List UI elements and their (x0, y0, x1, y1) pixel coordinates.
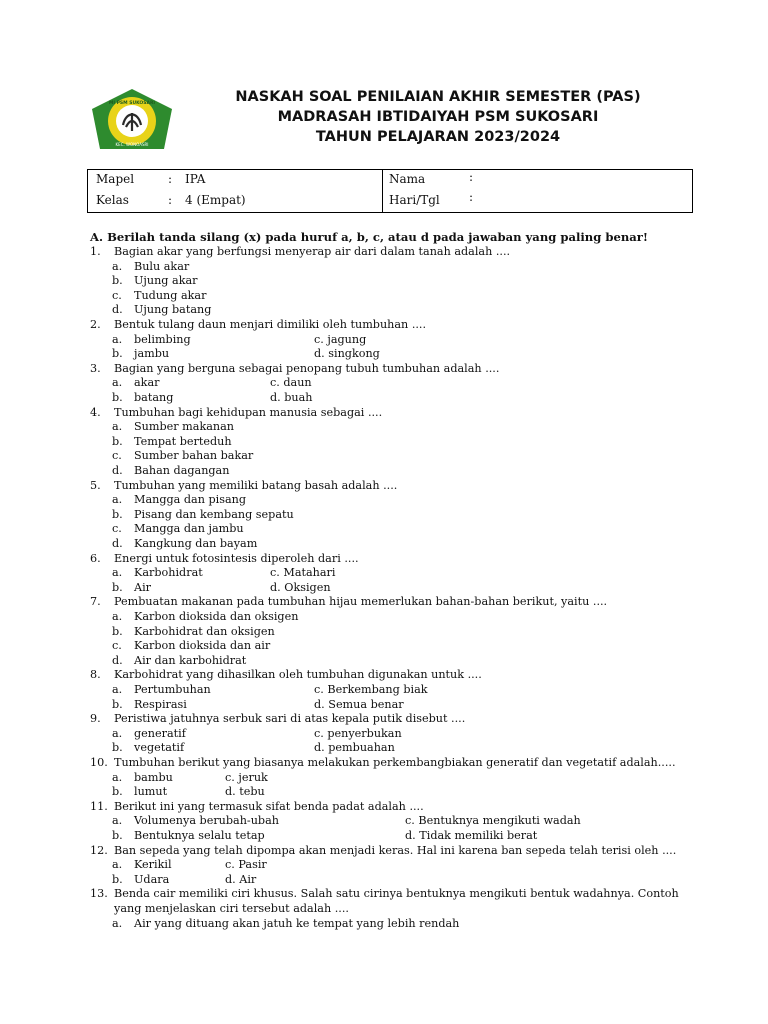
option-text: Karbohidrat (134, 566, 203, 580)
question-number: 6. (90, 551, 101, 565)
question-text: Benda cair memiliki ciri khusus. Salah satu cirinya bentuknya mengikuti bentuk wadahnya. Contoh (114, 887, 679, 901)
svg-text:KEC. WONOASRI: KEC. WONOASRI (115, 142, 149, 147)
question-text: Karbohidrat yang dihasilkan oleh tumbuhan digunakan untuk .... (114, 668, 482, 682)
question-text: Energi untuk fotosintesis diperoleh dari .... (114, 551, 359, 565)
kelas-colon: : (168, 193, 173, 207)
option-text: generatif (134, 726, 186, 740)
option-text: bambu (134, 770, 173, 784)
option-right: d. tebu (225, 785, 265, 799)
option-letter: c. (112, 288, 122, 302)
nama-label: Nama (389, 172, 426, 186)
question-number: 10. (90, 756, 108, 769)
option-text: Kerikil (134, 858, 172, 872)
option-right: d. buah (270, 391, 313, 404)
option-right: d. Air (225, 872, 257, 886)
option-right: d. Semua benar (314, 697, 404, 711)
option-letter: b. (112, 391, 123, 404)
option-letter: a. (112, 420, 123, 434)
option-text: Ujung batang (134, 303, 212, 317)
option-text: Air yang dituang akan jatuh ke tempat yang lebih rendah (134, 916, 460, 930)
option-text: Pertumbuhan (134, 683, 211, 696)
option-right: d. singkong (314, 347, 380, 361)
option-text: Ujung akar (134, 274, 198, 288)
option-text: Karbohidrat dan oksigen (134, 624, 275, 638)
question-number: 4. (90, 405, 101, 419)
option-right: c. jagung (314, 332, 367, 346)
option-letter: a. (112, 770, 123, 784)
option-right: c. penyerbukan (314, 726, 402, 740)
option-letter: c. (112, 639, 122, 653)
option-letter: d. (112, 464, 123, 477)
option-right: c. Berkembang biak (314, 683, 428, 696)
question-number: 5. (90, 478, 101, 492)
option-text: akar (134, 376, 160, 390)
option-right: c. Bentuknya mengikuti wadah (405, 814, 581, 828)
header-school: MADRASAH IBTIDAIYAH PSM SUKOSARI (277, 109, 599, 125)
option-letter: a. (112, 493, 123, 507)
header-year: TAHUN PELAJARAN 2023/2024 (315, 129, 561, 145)
option-right: c. Matahari (270, 566, 336, 580)
option-letter: a. (112, 814, 123, 828)
option-text: batang (134, 391, 174, 404)
option-text: Tudung akar (134, 288, 207, 302)
question-text: Ban sepeda yang telah dipompa akan menjadi keras. Hal ini karena ban sepeda telah terisi oleh .... (114, 843, 677, 857)
option-letter: b. (112, 347, 123, 361)
option-text: Bahan dagangan (134, 464, 230, 477)
option-letter: c. (112, 449, 122, 463)
option-text: lumut (134, 785, 168, 799)
section-a-instruction: A. Berilah tanda silang (x) pada huruf a, b, c, atau d pada jawaban yang paling benar! (90, 230, 649, 244)
option-letter: b. (112, 697, 123, 711)
option-text: Mangga dan jambu (134, 522, 244, 536)
option-right: d. Oksigen (270, 580, 331, 594)
option-letter: a. (112, 858, 123, 872)
option-text: belimbing (134, 332, 191, 346)
option-text: Mangga dan pisang (134, 493, 246, 507)
question-number: 7. (90, 595, 101, 609)
option-letter: a. (112, 332, 123, 346)
option-text: Pisang dan kembang sepatu (134, 507, 294, 521)
option-text: Karbon dioksida dan oksigen (134, 610, 299, 623)
mapel-colon: : (168, 172, 173, 186)
option-text: Kangkung dan bayam (134, 537, 258, 550)
question-number: 12. (90, 843, 108, 857)
option-text: Bulu akar (134, 259, 190, 273)
option-letter: b. (112, 785, 123, 799)
option-letter: b. (112, 624, 123, 638)
option-letter: a. (112, 916, 123, 930)
option-text: Karbon dioksida dan air (134, 639, 271, 653)
option-letter: d. (112, 537, 123, 550)
question-text: Peristiwa jatuhnya serbuk sari di atas kepala putik disebut .... (114, 712, 466, 726)
option-letter: a. (112, 566, 123, 580)
option-right: c. Pasir (225, 858, 267, 872)
option-letter: a. (112, 376, 123, 390)
option-text: Sumber bahan bakar (134, 449, 254, 463)
option-letter: b. (112, 580, 123, 594)
question-text: Bagian akar yang berfungsi menyerap air dari dalam tanah adalah .... (114, 245, 511, 258)
mapel-label: Mapel (96, 172, 135, 186)
question-number: 3. (90, 361, 101, 375)
question-text: Bagian yang berguna sebagai penopang tubuh tumbuhan adalah .... (114, 361, 500, 375)
question-number: 2. (90, 318, 101, 331)
option-text: Tempat berteduh (134, 434, 232, 448)
question-text: Bentuk tulang daun menjari dimiliki oleh tumbuhan .... (114, 318, 427, 331)
kelas-value: 4 (Empat) (185, 193, 246, 207)
option-right: c. daun (270, 376, 312, 390)
header-title: NASKAH SOAL PENILAIAN AKHIR SEMESTER (PAS) (235, 89, 641, 105)
kelas-label: Kelas (96, 193, 129, 207)
option-text: vegetatif (134, 741, 185, 755)
question-text: Tumbuhan bagi kehidupan manusia sebagai .... (114, 405, 383, 419)
hari-colon: : (469, 190, 474, 204)
option-letter: b. (112, 507, 123, 521)
option-text: Volumenya berubah-ubah (134, 814, 279, 828)
option-letter: b. (112, 274, 123, 288)
question-text: Pembuatan makanan pada tumbuhan hijau memerlukan bahan-bahan berikut, yaitu .... (114, 595, 608, 609)
option-right: c. jeruk (225, 770, 268, 784)
option-letter: a. (112, 610, 123, 623)
mapel-value: IPA (185, 172, 206, 186)
option-letter: d. (112, 653, 123, 667)
question-text-continued: yang menjelaskan ciri tersebut adalah .... (114, 902, 349, 915)
option-text: Respirasi (134, 697, 187, 711)
option-letter: a. (112, 259, 123, 273)
option-letter: c. (112, 522, 122, 536)
option-letter: b. (112, 741, 123, 755)
question-text: Tumbuhan yang memiliki batang basah adalah .... (114, 478, 398, 492)
option-letter: b. (112, 829, 123, 842)
option-text: Bentuknya selalu tetap (134, 829, 265, 842)
option-text: Udara (134, 872, 170, 886)
option-letter: a. (112, 726, 123, 740)
option-letter: a. (112, 683, 123, 696)
option-right: d. pembuahan (314, 741, 395, 755)
question-number: 11. (90, 799, 108, 813)
option-text: Air (134, 580, 152, 594)
question-number: 13. (90, 887, 108, 901)
svg-text:MI PSM SUKOSARI: MI PSM SUKOSARI (108, 101, 156, 106)
option-text: jambu (134, 347, 170, 361)
option-text: Air dan karbohidrat (134, 653, 247, 667)
option-letter: b. (112, 434, 123, 448)
nama-colon: : (469, 170, 474, 184)
option-right: d. Tidak memiliki berat (405, 829, 538, 842)
option-text: Sumber makanan (134, 420, 234, 434)
question-number: 9. (90, 712, 101, 726)
question-number: 8. (90, 668, 101, 682)
option-letter: d. (112, 303, 123, 317)
question-text: Berikut ini yang termasuk sifat benda padat adalah .... (114, 799, 424, 813)
question-text: Tumbuhan berikut yang biasanya melakukan perkembangbiakan generatif dan vegetatif adalah..... (114, 756, 676, 769)
hari-label: Hari/Tgl (389, 193, 440, 207)
option-letter: b. (112, 872, 123, 886)
question-number: 1. (90, 245, 101, 258)
